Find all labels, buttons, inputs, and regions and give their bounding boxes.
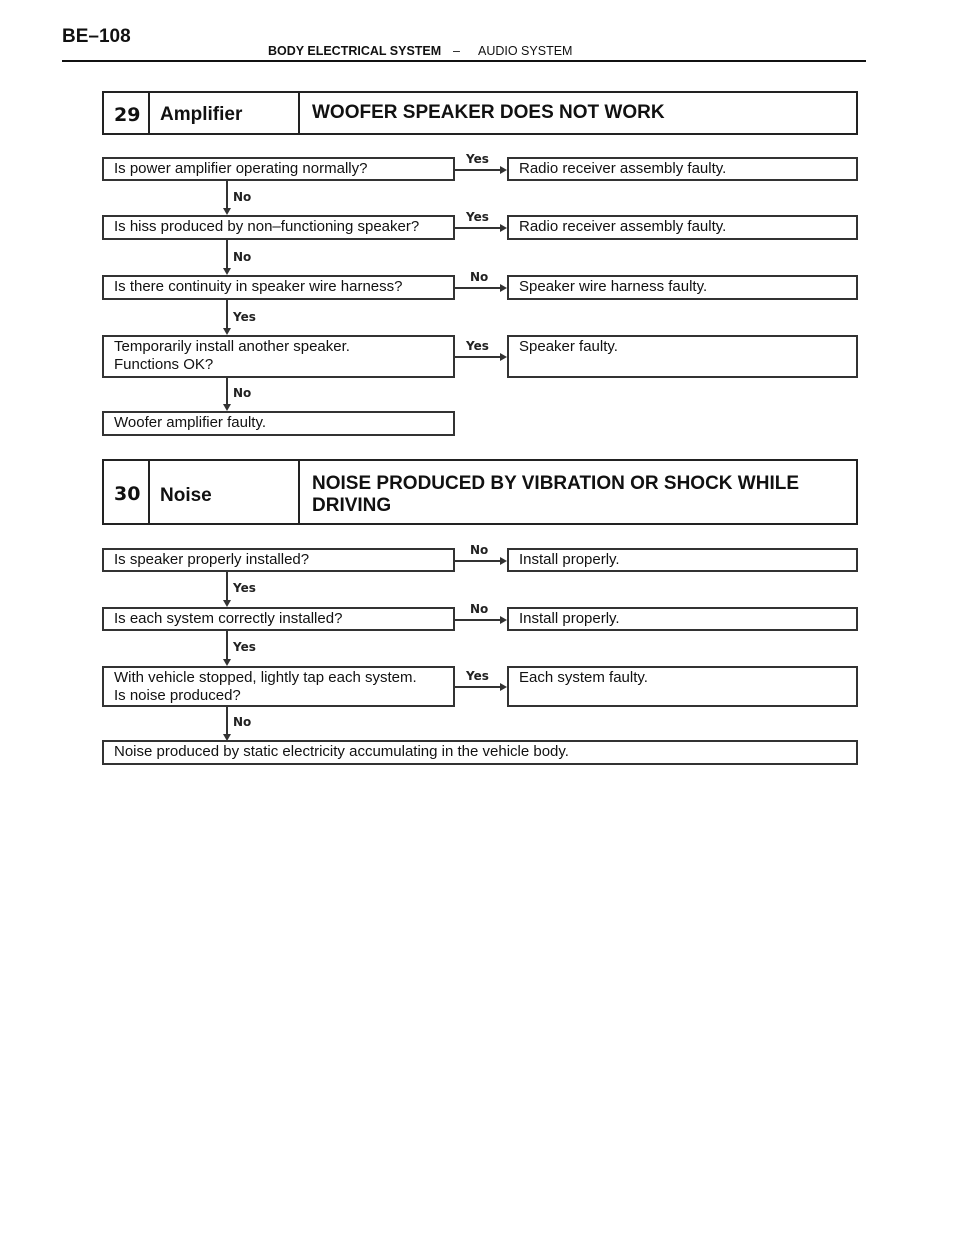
s29-arrow-right-2 <box>500 224 507 232</box>
section-29-divider-2 <box>298 93 300 133</box>
s29-final-result-text: Woofer amplifier faulty. <box>114 414 266 431</box>
s30-arrow-right-1 <box>500 557 507 565</box>
section-30-divider-1 <box>148 461 150 523</box>
s29-down-line-4 <box>226 378 228 405</box>
s30-down-label-3: No <box>233 715 252 729</box>
s29-down-line-2 <box>226 240 228 269</box>
s29-question-4-line-2: Functions OK? <box>114 356 214 373</box>
s30-down-label-2: Yes <box>233 640 256 654</box>
section-29-category: Amplifier <box>160 104 243 125</box>
s29-result-1-text: Radio receiver assembly faulty. <box>519 160 727 177</box>
s30-branch-label-1: No <box>470 543 489 557</box>
s30-result-1-text: Install properly. <box>519 551 620 568</box>
s29-arrow-right-3 <box>500 284 507 292</box>
s29-connector-3 <box>455 287 501 289</box>
s30-down-line-2 <box>226 631 228 660</box>
section-30-category: Noise <box>160 485 212 506</box>
s29-question-1-text: Is power amplifier operating normally? <box>114 160 368 177</box>
header-rule <box>62 60 866 62</box>
s30-question-3-line-1: With vehicle stopped, lightly tap each system. <box>114 669 417 686</box>
s29-down-label-4: No <box>233 386 252 400</box>
header-dash: – <box>453 44 460 58</box>
s29-question-1 <box>102 157 455 181</box>
s29-question-2 <box>102 215 455 240</box>
s29-down-line-1 <box>226 181 228 209</box>
s29-result-4 <box>507 335 858 378</box>
s29-result-3 <box>507 275 858 300</box>
s30-branch-label-3: Yes <box>466 669 489 683</box>
s29-branch-label-4: Yes <box>466 339 489 353</box>
s29-arrow-right-1 <box>500 166 507 174</box>
s29-question-4 <box>102 335 455 378</box>
s29-connector-2 <box>455 227 501 229</box>
s29-connector-1 <box>455 169 501 171</box>
s29-question-4-line-1: Temporarily install another speaker. <box>114 338 350 355</box>
s29-branch-label-3: No <box>470 270 489 284</box>
s30-arrow-down-2 <box>223 659 231 666</box>
s29-branch-label-1: Yes <box>466 152 489 166</box>
s30-result-2-text: Install properly. <box>519 610 620 627</box>
section-29-divider-1 <box>148 93 150 133</box>
s30-down-label-1: Yes <box>233 581 256 595</box>
section-30-divider-2 <box>298 461 300 523</box>
s30-question-3-line-2: Is noise produced? <box>114 687 241 704</box>
s30-connector-2 <box>455 619 501 621</box>
s29-result-3-text: Speaker wire harness faulty. <box>519 278 708 295</box>
s29-down-label-3: Yes <box>233 310 256 324</box>
s29-arrow-down-4 <box>223 404 231 411</box>
s30-connector-1 <box>455 560 501 562</box>
s29-connector-4 <box>455 356 501 358</box>
page-code: BE–108 <box>62 26 131 47</box>
s30-down-line-1 <box>226 572 228 601</box>
s30-arrow-right-3 <box>500 683 507 691</box>
s29-down-label-1: No <box>233 190 252 204</box>
section-29-header <box>102 91 858 135</box>
s29-arrow-down-2 <box>223 268 231 275</box>
section-30-title-line-1: NOISE PRODUCED BY VIBRATION OR SHOCK WHILE <box>312 473 799 494</box>
s30-result-3-text: Each system faulty. <box>519 669 648 686</box>
s29-result-2 <box>507 215 858 240</box>
s29-arrow-right-4 <box>500 353 507 361</box>
s30-question-1-text: Is speaker properly installed? <box>114 551 310 568</box>
s30-final-result-text: Noise produced by static electricity accumulating in the vehicle body. <box>114 743 569 760</box>
s30-result-1 <box>507 548 858 572</box>
s30-arrow-down-1 <box>223 600 231 607</box>
section-30-header <box>102 459 858 525</box>
s30-question-2-text: Is each system correctly installed? <box>114 610 343 627</box>
s29-result-2-text: Radio receiver assembly faulty. <box>519 218 727 235</box>
s29-arrow-down-1 <box>223 208 231 215</box>
s29-result-4-text: Speaker faulty. <box>519 338 618 355</box>
s30-question-1 <box>102 548 455 572</box>
s29-branch-label-2: Yes <box>466 210 489 224</box>
s29-final-result <box>102 411 455 436</box>
s30-question-3 <box>102 666 455 707</box>
section-30-title-line-2: DRIVING <box>312 495 392 516</box>
section-30-number: 30 <box>114 483 141 505</box>
s30-connector-3 <box>455 686 501 688</box>
section-30-title <box>312 473 799 523</box>
section-title: BODY ELECTRICAL SYSTEM <box>268 44 442 58</box>
subsection-title: AUDIO SYSTEM <box>478 44 573 58</box>
s29-question-3 <box>102 275 455 300</box>
s30-down-line-3 <box>226 707 228 735</box>
s30-result-2 <box>507 607 858 631</box>
section-29-title: WOOFER SPEAKER DOES NOT WORK <box>312 102 665 123</box>
s29-down-line-3 <box>226 300 228 329</box>
s30-result-3 <box>507 666 858 707</box>
s29-result-1 <box>507 157 858 181</box>
s29-question-2-text: Is hiss produced by non–functioning speaker? <box>114 218 420 235</box>
s29-question-3-text: Is there continuity in speaker wire harness? <box>114 278 403 295</box>
s30-question-2 <box>102 607 455 631</box>
s30-arrow-right-2 <box>500 616 507 624</box>
s30-final-result <box>102 740 858 765</box>
s29-arrow-down-3 <box>223 328 231 335</box>
section-29-number: 29 <box>114 104 141 126</box>
s30-branch-label-2: No <box>470 602 489 616</box>
s29-down-label-2: No <box>233 250 252 264</box>
